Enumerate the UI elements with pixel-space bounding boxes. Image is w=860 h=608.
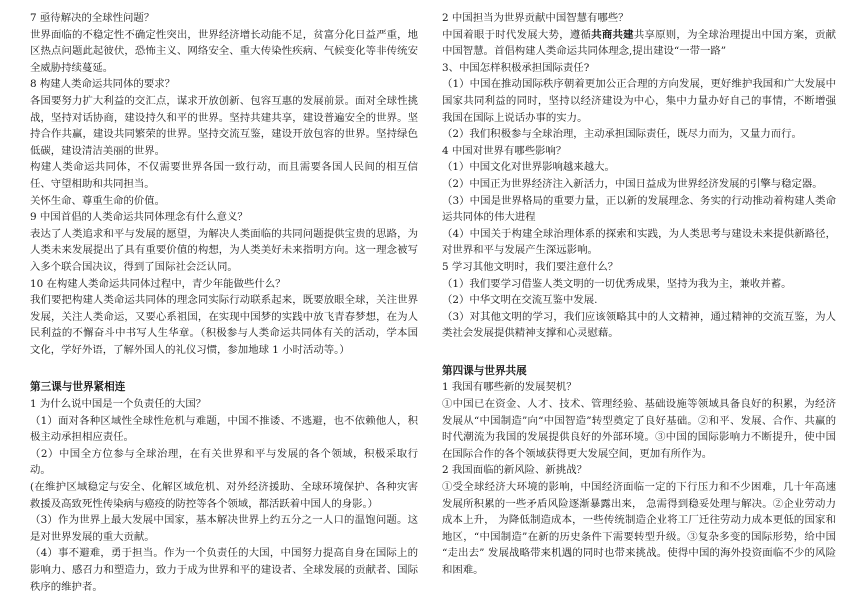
answer-text: （3）作为世界上最大发展中国家，基本解决世界上约五分之一人口的温饱问题。这是对世界发展的重大贡献。 xyxy=(30,514,418,543)
question-title: 2 我国面临的新风险、新挑战？ xyxy=(442,464,587,477)
answer-text: （1）我们要学习借鉴人类文明的一切优秀成果，坚持为我为主，兼收并蓄。 xyxy=(442,277,792,290)
answer-text-part: 共享原则，为全球治理提出中国方案，贡献中国智慧。首倡构建人类命运共同体理念,提出建设“一带一路” xyxy=(442,28,837,58)
answer-text-part: 中国着眼于时代发展大势，遵循 xyxy=(442,28,592,41)
question-title: 4 中国对世界有哪些影响？ xyxy=(442,144,567,157)
answer-text: （1）面对各种区域性全球性危机与难题，中国不推诿、不逃避，也不依赖他人，积极主动承担相应责任。 xyxy=(30,414,418,444)
question-title: 2 中国担当为世界贡献中国智慧有哪些？ xyxy=(442,12,629,24)
question-title: 3、中国怎样积极承担国际责任? xyxy=(442,61,590,74)
section-heading: 第四课与世界共展 xyxy=(442,364,527,377)
answer-text: ①中国已在资金、人才、技术、管理经验、基础设施等领域具备良好的积累，为经济发展从“中国制造”向“中国智造”转型奠定了良好基础。②和平、发展、合作、共赢的时代潮流为我国的发展提供良好的外部环境。③中国的国际影响力不断提升，使中国在国际合作的各个领域获得更大发展空间，更加有所作为。 xyxy=(442,398,836,460)
left-column xyxy=(30,10,418,595)
answer-text: （3）对其他文明的学习，我们应该领略其中的人文精神，通过精神的交流互鉴，为人类社会发展提供精神支撑和心灵慰藉。 xyxy=(442,310,836,340)
question-title: 8 构建人类命运共同体的要求？ xyxy=(30,78,175,91)
answer-text: ①受全球经济大环境的影响，中国经济面临一定的下行压力和不少困难，几十年高速发展所积累的一些矛盾风险逐渐暴露出来， 急需得到稳妥处理与解决。②企业劳动力成本上升， 为降低制造成本，一些传统制造企业将工厂迁往劳动力成本更低的国家和地区，“中国制造”在新的历史条件下需要转型升级。③复杂多变的国际形势，给中国 “走出去” 发展战略带来机遇的同时也带来挑战。使得中国的海外投资面临不少的风险和困难。 xyxy=(442,481,836,576)
answer-text: 世界面临的不稳定性不确定性突出，世界经济增长动能不足，贫富分化日益严重，地区热点问题此起彼伏，恐怖主义、网络安全、重大传染性疾病、气候变化等非传统安全威胁持续蔓延。 xyxy=(30,28,418,74)
answer-text: （3）中国是世界格局的重要力量，正以新的发展理念、务实的行动推动着构建人类命运共同体的伟大进程 xyxy=(442,194,836,224)
answer-text: 关怀生命、尊重生命的价值。 xyxy=(30,194,166,207)
bold-phrase: 共商共建 xyxy=(591,28,634,41)
question-title: 9 中国首倡的人类命运共同体理念有什么意义？ xyxy=(30,211,248,224)
section-heading: 第三课与世界紧相连 xyxy=(30,381,126,394)
answer-text: （1）中国文化对世界影响越来越大。 xyxy=(442,161,615,174)
answer-text: 各国要努力扩大利益的交汇点，谋求开放创新、包容互惠的发展前景。面对全球性挑战，坚持对话协商，建设持久和平的世界。坚持共建共享，建设普遍安全的世界。坚持合作共赢，建设共同繁荣的世界。坚持交流互鉴，建设开放包容的世界。坚持绿色低碳，建设清洁美丽的世界。 xyxy=(30,94,418,157)
answer-text: 我们要把构建人类命运共同体的理念同实际行动联系起来，既要放眼全球，关注世界发展，关注人类命运，又要心系祖国，在实现中国梦的实践中放飞青春梦想，在为人民利益的不懈奋斗中书写人生华章。（积极参与人类命运共同体有关的活动，学本国文化，学好外语，了解外国人的礼仪习惯，参加地球 1 小时活动等。） xyxy=(30,294,418,356)
answer-text: 表达了人类追求和平与发展的愿望，为解决人类面临的共同问题提供宝贵的思路，为人类未来发展提出了具有重要价值的构想，为人类美好未来指明方向。这一理念被写入多个联合国决议，得到了国际社会泛认同。 xyxy=(30,227,418,273)
section-gap xyxy=(442,342,836,363)
question-title: 1 为什么说中国是一个负责任的大国？ xyxy=(30,398,207,411)
answer-text: （2）中国全方位参与全球治理，在有关世界和平与发展的各个领域，积极采取行动。 xyxy=(30,447,418,477)
answer-text: （2）我们积极参与全球治理，主动承担国际责任，既尽力而为，又量力而行。 xyxy=(442,128,802,141)
answer-text: （4）中国关于构建全球治理体系的探索和实践，为人类思考与建设未来提供新路径，对世界和平与发展产生深远影响。 xyxy=(442,227,836,257)
right-column xyxy=(442,10,836,579)
question-title: 7 亟待解决的全球性问题？ xyxy=(30,12,155,24)
answer-text xyxy=(442,27,836,60)
question-title: 1 我国有哪些新的发展契机？ xyxy=(442,381,577,394)
answer-text: （2）中国正为世界经济注入新活力，中国日益成为世界经济发展的引擎与稳定器。 xyxy=(442,177,823,190)
answer-text: （4）事不避难，勇于担当。作为一个负责任的大国，中国努力提高自身在国际上的影响力、感召力和塑造力，致力于成为世界和平的建设者、全球发展的贡献者、国际秩序的维护者。 xyxy=(30,547,418,593)
answer-text: 构建人类命运共同体，不仅需要世界各国一致行动，而且需要各国人民间的相互信任、守望相助和共同担当。 xyxy=(30,161,418,190)
section-gap xyxy=(30,358,418,379)
answer-text: (在维护区域稳定与安全、化解区域危机、对外经济援助、全球环境保护、各种灾害救援及高致死性传染病与癌疫的防控等各个领域，都活跃着中国人的身影。） xyxy=(30,481,418,510)
answer-text: （1）中国在推动国际秩序朝着更加公正合理的方向发展，更好维护我国和广大发展中国家共同利益的同时，坚持以经济建设为中心，集中力量办好自己的事情，不断增强我国在国际上说话办事的实力。 xyxy=(442,78,836,124)
answer-text: （2）中华文明在交流互鉴中发展. xyxy=(442,294,598,307)
question-title: 10 在构建人类命运共同体过程中，青少年能做些什么？ xyxy=(30,277,286,290)
question-title: 5 学习其他文明时，我们要注意什么？ xyxy=(442,260,619,273)
